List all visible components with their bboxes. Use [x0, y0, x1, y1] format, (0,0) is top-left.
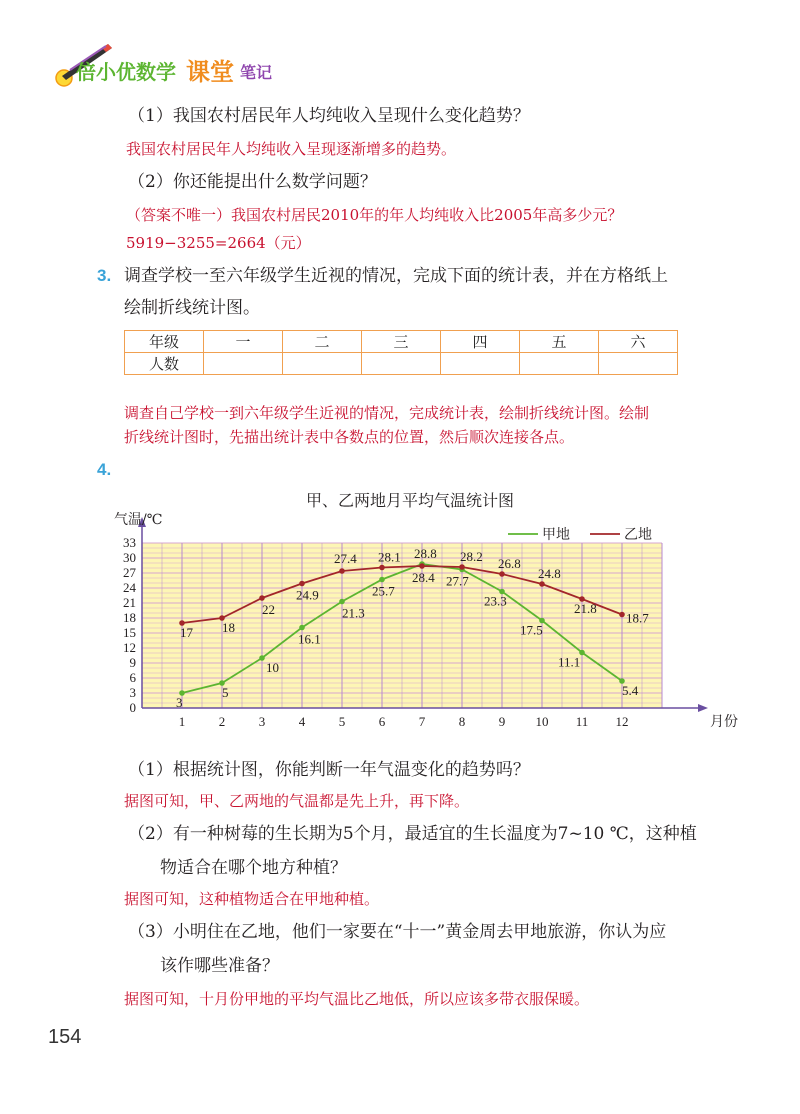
table-cell: 年级	[125, 331, 204, 353]
y-tick-label: 24	[123, 580, 136, 595]
data-point	[339, 568, 345, 574]
y-tick-label: 3	[129, 685, 136, 700]
data-point	[539, 581, 545, 587]
data-point	[379, 565, 385, 571]
data-label: 11.1	[558, 654, 581, 670]
y-tick-label: 21	[123, 595, 136, 610]
table-cell: 三	[362, 331, 441, 353]
brand-notes: 笔记	[240, 63, 273, 82]
q4-question-3-line2: 该作哪些准备？	[160, 956, 279, 976]
x-tick-label: 1	[178, 714, 186, 729]
prev-question-1: （1）我国农村居民年人均纯收入呈现什么变化趋势？	[128, 106, 530, 126]
y-tick-label: 12	[123, 640, 136, 655]
brand-name: 倍小优数学	[76, 60, 176, 84]
data-label: 27.7	[446, 573, 469, 589]
table-cell-empty[interactable]	[204, 353, 283, 375]
data-label: 25.7	[372, 583, 395, 599]
data-label: 21.3	[342, 605, 365, 621]
data-label: 10	[266, 660, 279, 675]
x-tick-label: 6	[378, 714, 386, 729]
x-tick-label: 3	[258, 714, 266, 729]
legend-label: 乙地	[624, 527, 652, 543]
table-row-grade	[125, 331, 678, 353]
data-label: 3	[176, 695, 183, 710]
x-tick-label: 12	[615, 714, 629, 729]
data-label: 22	[262, 602, 275, 617]
x-axis-arrow	[698, 704, 708, 712]
table-cell: 六	[599, 331, 678, 353]
q4-question-3-line1: （3）小明住在乙地，他们一家要在“十一”黄金周去甲地旅游，你认为应	[128, 922, 667, 942]
q4-question-2-line1: （2）有一种树莓的生长期为5个月，最适宜的生长温度为7~10 ℃，这种植	[128, 824, 697, 844]
table-cell: 二	[283, 331, 362, 353]
prev-answer-2-line1: （答案不唯一）我国农村居民2010年的年人均纯收入比2005年高多少元？	[126, 206, 623, 224]
prev-answer-2-line2: 5919−3255=2664（元）	[126, 234, 311, 252]
chart-title: 甲、乙两地月平均气温统计图	[305, 491, 515, 510]
q4-question-2-line2: 物适合在哪个地方种植？	[160, 858, 347, 878]
data-point	[619, 612, 625, 618]
x-tick-label: 4	[298, 714, 306, 729]
data-label: 17.5	[520, 622, 543, 638]
data-point	[379, 577, 385, 583]
question-4-number: 4.	[97, 460, 112, 479]
question-3-number: 3.	[97, 266, 112, 285]
data-label: 28.1	[378, 549, 401, 565]
x-tick-label: 10	[535, 714, 549, 729]
legend-label: 甲地	[542, 527, 570, 543]
data-label: 24.9	[296, 587, 319, 603]
data-label: 24.8	[538, 566, 561, 581]
data-label: 28.4	[412, 570, 435, 585]
q4-answer-2: 据图可知，这种植物适合在甲地种植。	[124, 890, 380, 908]
x-tick-label: 11	[575, 714, 589, 729]
question-3-text-line2: 绘制折线统计图。	[124, 298, 260, 318]
data-point	[459, 564, 465, 570]
y-axis-label: 气温/℃	[114, 512, 163, 528]
y-tick-label: 27	[123, 565, 136, 580]
data-point	[339, 599, 345, 605]
page-number: 154	[48, 1026, 82, 1048]
data-label: 5	[222, 685, 229, 700]
question-3-answer-line2: 折线统计图时，先描出统计表中各数点的位置，然后顺次连接各点。	[124, 428, 575, 446]
data-point	[259, 655, 265, 661]
data-label: 26.8	[498, 556, 521, 571]
y-tick-label: 15	[123, 625, 136, 640]
table-cell: 人数	[125, 353, 204, 375]
data-label: 17	[180, 625, 193, 640]
y-tick-label: 33	[123, 535, 136, 550]
data-label: 28.2	[460, 549, 483, 564]
y-tick-label: 30	[123, 550, 136, 565]
data-label: 27.4	[334, 551, 357, 566]
y-tick-label: 0	[129, 700, 136, 715]
table-cell-empty[interactable]	[599, 353, 678, 375]
table-cell: 五	[520, 331, 599, 353]
header-logo	[50, 40, 310, 90]
data-label: 23.3	[484, 593, 507, 609]
data-label: 18	[222, 620, 235, 635]
y-tick-label: 9	[129, 655, 136, 670]
table-cell-empty[interactable]	[283, 353, 362, 375]
data-point	[299, 581, 305, 587]
table-cell: 一	[204, 331, 283, 353]
data-label: 28.8	[414, 546, 437, 561]
data-point	[419, 563, 425, 569]
data-label: 16.1	[298, 631, 321, 647]
x-tick-label: 2	[218, 714, 226, 729]
question-3-answer-line1: 调查自己学校一到六年级学生近视的情况，完成统计表，绘制折线统计图。绘制	[124, 404, 650, 422]
x-tick-label: 7	[418, 714, 426, 729]
q4-question-1: （1）根据统计图，你能判断一年气温变化的趋势吗？	[128, 760, 530, 780]
prev-question-2: （2）你还能提出什么数学问题？	[128, 172, 377, 192]
q4-answer-1: 据图可知，甲、乙两地的气温都是先上升，再下降。	[124, 792, 470, 810]
x-axis-label: 月份	[710, 714, 738, 730]
prev-answer-1: 我国农村居民年人均纯收入呈现逐渐增多的趋势。	[126, 140, 457, 158]
brand-classroom: 课堂	[186, 58, 234, 86]
y-tick-label: 18	[123, 610, 136, 625]
table-row-count	[125, 353, 678, 375]
temperature-line-chart	[100, 484, 740, 734]
x-tick-label: 8	[458, 714, 466, 729]
data-label: 18.7	[626, 610, 649, 626]
x-tick-label: 5	[338, 714, 346, 729]
data-label: 5.4	[622, 683, 639, 698]
y-tick-label: 6	[129, 670, 136, 685]
q4-answer-3: 据图可知，十月份甲地的平均气温比乙地低，所以应该多带衣服保暖。	[124, 990, 590, 1008]
table-cell-empty[interactable]	[362, 353, 441, 375]
data-label: 21.8	[574, 601, 597, 616]
question-3-text-line1: 调查学校一至六年级学生近视的情况，完成下面的统计表，并在方格纸上	[124, 266, 668, 286]
data-point	[499, 571, 505, 577]
x-tick-label: 9	[498, 714, 506, 729]
data-point	[259, 595, 265, 601]
table-cell-empty[interactable]	[520, 353, 599, 375]
table-cell: 四	[441, 331, 520, 353]
table-cell-empty[interactable]	[441, 353, 520, 375]
statistics-table	[124, 330, 678, 375]
data-point	[299, 625, 305, 631]
